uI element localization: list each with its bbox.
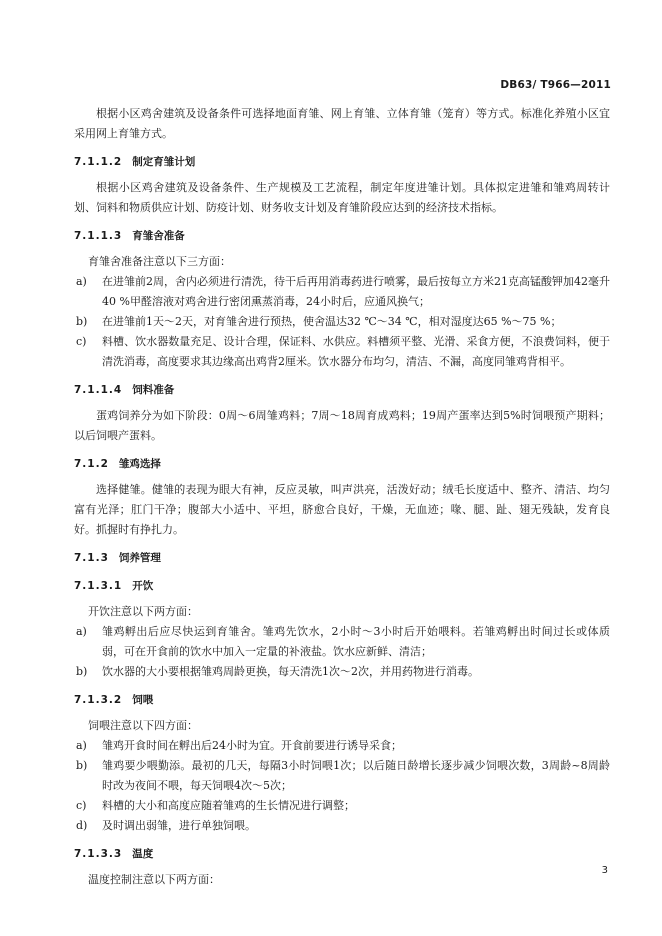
list-item [74, 816, 610, 836]
list [74, 622, 610, 682]
list [74, 272, 610, 372]
section-number: 7.1.3.1 [74, 580, 123, 592]
list-item [74, 312, 610, 332]
list-marker: d) [76, 819, 88, 832]
list-marker: c) [76, 335, 87, 348]
section-heading [74, 690, 610, 710]
section-heading [74, 844, 610, 864]
section-title: 制定育雏计划 [132, 156, 196, 168]
list-marker: a) [76, 739, 87, 752]
list-text: 在进雏前2周，舍内必须进行清洗，待干后再用消毒药进行喷雾，最后按每立方米21克高锰酸钾加42毫升40 %甲醛溶液对鸡舍进行密闭熏蒸消毒，24小时后，应通风换气； [102, 275, 610, 308]
list-intro: 饲喂注意以下四方面： [88, 719, 198, 732]
section-title: 育雏舍准备 [132, 230, 185, 242]
content [74, 104, 610, 890]
section-number: 7.1.3.2 [74, 694, 123, 706]
doc-code: DB63/ T966—2011 [500, 79, 611, 91]
list-text: 饮水器的大小要根据雏鸡周龄更换，每天清洗1次～2次，并用药物进行消毒。 [102, 665, 479, 678]
section-heading [74, 380, 610, 400]
section-number: 7.1.1.3 [74, 230, 123, 242]
list-text: 雏鸡开食时间在孵出后24小时为宜。开食前要进行诱导采食； [102, 739, 402, 752]
list-text: 在进雏前1天～2天，对育雏舍进行预热，使舍温达32 ℃～34 ℃，相对湿度达65 %～75 %； [102, 315, 562, 328]
list-item [74, 622, 610, 662]
list-text: 雏鸡要少喂勤添。最初的几天，每隔3小时饲喂1次；以后随日龄增长逐步减少饲喂次数，3周龄~8周龄时改为夜间不喂，每天饲喂4次～5次； [102, 759, 610, 792]
list-marker: c) [76, 799, 87, 812]
paragraph: 蛋鸡饲养分为如下阶段：0周～6周雏鸡料；7周～18周育成鸡料；19周产蛋率达到5%时饲喂预产期料；以后饲喂产蛋料。 [74, 409, 610, 442]
section-heading [74, 226, 610, 246]
list-item [74, 332, 610, 372]
section-heading [74, 548, 610, 568]
list-intro: 育雏舍准备注意以下三方面： [88, 255, 231, 268]
list [74, 736, 610, 836]
paragraph: 根据小区鸡舍建筑及设备条件可选择地面育雏、网上育雏、立体育雏（笼育）等方式。标准化养殖小区宜采用网上育雏方式。 [74, 107, 610, 140]
list-marker: b) [76, 665, 88, 678]
section-number: 7.1.1.2 [74, 156, 123, 168]
list-text: 料槽、饮水器数量充足、设计合理，保证料、水供应。料槽须平整、光滑、采食方便，不浪费饲料，便于清洗消毒，高度要求其边缘高出鸡背2厘米。饮水器分布均匀，清洁、不漏，高度同雏鸡背相平。 [102, 335, 610, 368]
list-marker: b) [76, 315, 88, 328]
list-marker: a) [76, 625, 87, 638]
section-title: 饲养管理 [118, 552, 161, 564]
section-heading [74, 152, 610, 172]
page-number: 3 [601, 865, 608, 876]
section-number: 7.1.3.3 [74, 848, 123, 860]
list-item [74, 272, 610, 312]
section-heading [74, 454, 610, 474]
list-text: 及时调出弱雏，进行单独饲喂。 [102, 819, 256, 832]
paragraph: 选择健雏。健雏的表现为眼大有神，反应灵敏，叫声洪亮，活泼好动；绒毛长度适中、整齐、清洁、均匀富有光泽；肛门干净；腹部大小适中、平坦，脐愈合良好，干燥，无血迹；喙、腿、趾、翅无残缺，发育良好。抓握时有挣扎力。 [74, 483, 610, 536]
section-title: 饲喂 [132, 694, 154, 706]
list-marker: a) [76, 275, 87, 288]
section-title: 饲料准备 [132, 384, 175, 396]
section-title: 开饮 [132, 580, 154, 592]
list-marker: b) [76, 759, 88, 772]
list-item [74, 756, 610, 796]
section-heading [74, 576, 610, 596]
section-number: 7.1.2 [74, 458, 109, 470]
list-item [74, 796, 610, 816]
list-text: 料槽的大小和高度应随着雏鸡的生长情况进行调整； [102, 799, 355, 812]
list-item [74, 662, 610, 682]
list-item [74, 736, 610, 756]
list-intro: 开饮注意以下两方面： [88, 605, 198, 618]
section-number: 7.1.1.4 [74, 384, 123, 396]
paragraph: 根据小区鸡舍建筑及设备条件、生产规模及工艺流程，制定年度进雏计划。具体拟定进雏和雏鸡周转计划、饲料和物质供应计划、防疫计划、财务收支计划及育雏阶段应达到的经济技术指标。 [74, 181, 610, 214]
section-title: 雏鸡选择 [118, 458, 161, 470]
section-title: 温度 [132, 848, 154, 860]
list-text: 雏鸡孵出后应尽快运到育雏舍。雏鸡先饮水，2小时～3小时后开始喂料。若雏鸡孵出时间过长或体质弱，可在开食前的饮水中加入一定量的补液盐。饮水应新鲜、清洁； [102, 625, 610, 658]
list-intro: 温度控制注意以下两方面： [88, 873, 220, 886]
section-number: 7.1.3 [74, 552, 109, 564]
